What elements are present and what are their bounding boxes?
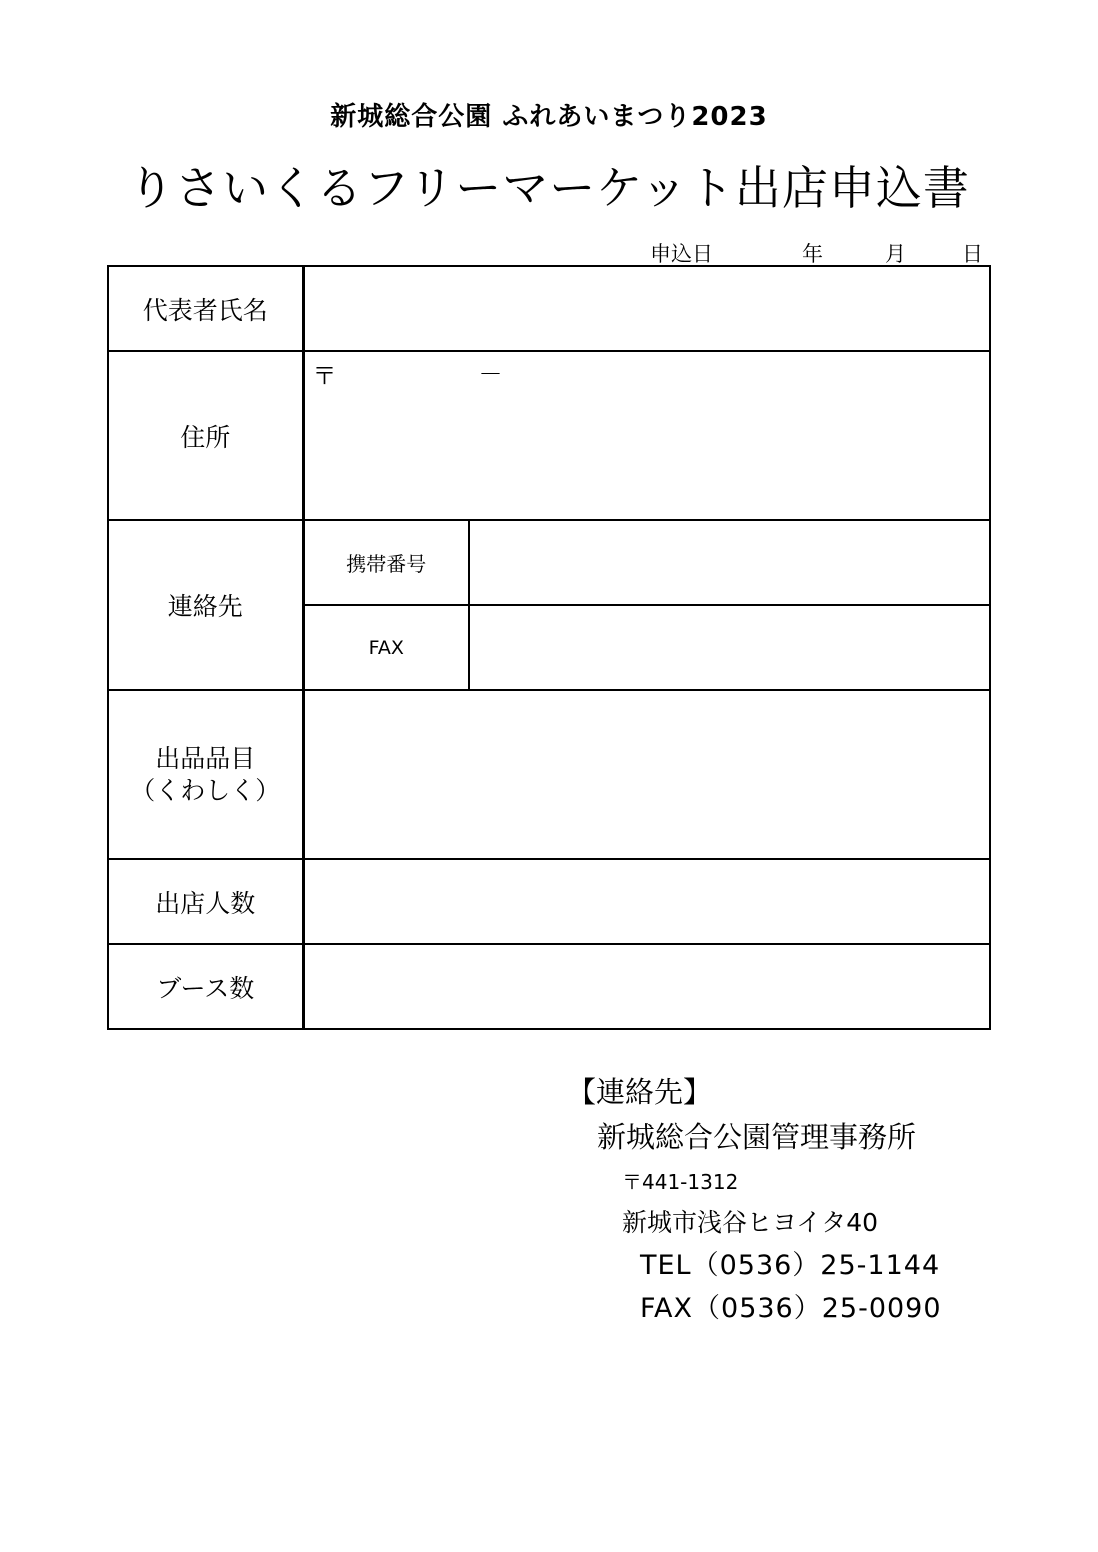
postal-mark: 〒 <box>312 362 337 390</box>
contact-office-name: 新城総合公園管理事務所 <box>597 1120 917 1154</box>
row-booth <box>108 944 990 1029</box>
form-title: りさいくるフリーマーケット出店申込書 <box>128 161 970 215</box>
contact-heading: 【連絡先】 <box>567 1075 713 1109</box>
contact-tel: TEL（0536）25-1144 <box>640 1250 941 1281</box>
items-label-line2: （くわしく） <box>130 775 281 805</box>
mobile-number-field[interactable] <box>469 520 990 605</box>
row-people <box>108 859 990 944</box>
row-address <box>108 351 990 520</box>
date-day-label: 日 <box>962 242 983 266</box>
address-field[interactable] <box>303 351 990 520</box>
row-representative <box>108 266 990 351</box>
contact-info-block <box>567 1070 942 1325</box>
contact-fax: FAX（0536）25-0090 <box>640 1293 942 1324</box>
items-label-line1: 出品品目 <box>155 743 256 773</box>
booth-count-field[interactable] <box>303 944 990 1029</box>
contact-postal-code: 〒441-1312 <box>622 1170 739 1194</box>
address-label: 住所 <box>108 351 303 520</box>
items-label <box>108 690 303 859</box>
event-subtitle: 新城総合公園 ふれあいまつり2023 <box>330 102 768 132</box>
fax-number-field[interactable] <box>469 605 990 690</box>
booth-count-label: ブース数 <box>108 944 303 1029</box>
row-items <box>108 690 990 859</box>
application-date-label: 申込日 <box>650 242 713 266</box>
application-form-table <box>107 265 991 1030</box>
items-field[interactable] <box>303 690 990 859</box>
people-count-label: 出店人数 <box>108 859 303 944</box>
representative-name-field[interactable] <box>303 266 990 351</box>
fax-label: FAX <box>303 605 469 690</box>
date-year-label: 年 <box>802 242 823 266</box>
postal-code-dash: － <box>478 360 503 388</box>
contact-address: 新城市浅谷ヒヨイタ40 <box>622 1208 879 1237</box>
contact-label: 連絡先 <box>108 520 303 690</box>
row-mobile <box>108 520 990 605</box>
representative-name-label: 代表者氏名 <box>108 266 303 351</box>
mobile-number-label: 携帯番号 <box>303 520 469 605</box>
people-count-field[interactable] <box>303 859 990 944</box>
date-month-label: 月 <box>885 242 906 266</box>
